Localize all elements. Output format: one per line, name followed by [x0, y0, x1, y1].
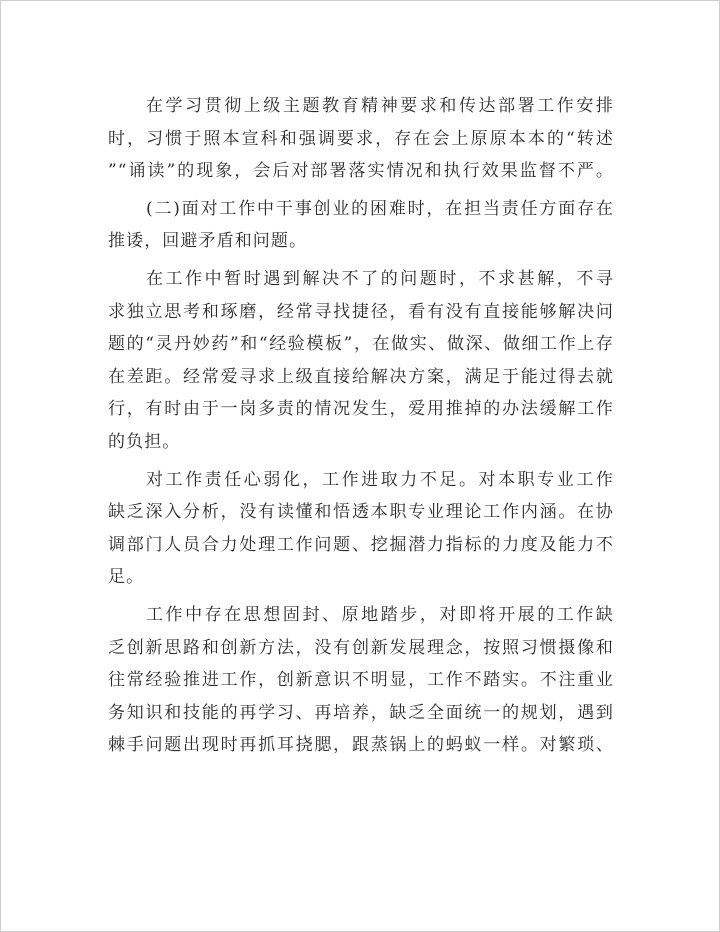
text-line: (二)面对工作中干事创业的困难时，在担当责任方面存在 — [146, 198, 614, 219]
text-line: 工作中存在思想固封、原地踏步，对即将开展的工作缺 — [146, 604, 614, 625]
text-line: 题的“灵丹妙药”和“经验模板”，在做实、做深、做细工作上存 — [108, 334, 614, 355]
text-line: 在工作中暂时遇到解决不了的问题时，不求甚解，不寻 — [146, 268, 614, 289]
text-line: 棘手问题出现时再抓耳挠腮，跟蒸锅上的蚂蚁一样。对繁琐、 — [108, 735, 614, 756]
text-line: 足。 — [108, 567, 145, 588]
paragraph — [108, 464, 614, 594]
text-line: 乏创新思路和创新方法，没有创新发展理念，按照习惯摄像和 — [108, 637, 614, 658]
text-line: 时，习惯于照本宣科和强调要求，存在会上原原本本的“转述 — [108, 128, 614, 149]
text-line: 求独立思考和琢磨，经常寻找捷径，看有没有直接能够解决问 — [108, 301, 614, 322]
text-line: 调部门人员合力处理工作问题、挖掘潜力指标的力度及能力不 — [108, 534, 614, 555]
paragraph — [108, 90, 614, 188]
text-line: ”“诵读”的现象，会后对部署落实情况和执行效果监督不严。 — [108, 161, 614, 182]
text-line: 在差距。经常爱寻求上级直接给解决方案，满足于能过得去就 — [108, 366, 614, 387]
text-line: 在学习贯彻上级主题教育精神要求和传达部署工作安排 — [146, 96, 614, 116]
text-line: 往常经验推进工作，创新意识不明显，工作不踏实。不注重业 — [108, 670, 614, 691]
text-line: 行，有时由于一岗多责的情况发生，爱用推掉的办法缓解工作 — [108, 399, 614, 420]
document-body — [108, 90, 614, 762]
paragraph — [108, 263, 614, 459]
text-line: 对工作责任心弱化，工作进取力不足。对本职专业工作 — [146, 469, 614, 490]
text-line: 推诿，回避矛盾和问题。 — [108, 231, 308, 252]
text-line: 务知识和技能的再学习、再培养，缺乏全面统一的规划，遇到 — [108, 702, 614, 723]
text-line: 的负担。 — [108, 431, 181, 452]
paragraph-heading — [108, 193, 614, 258]
text-line: 缺乏深入分析，没有读懂和悟透本职专业理论工作内涵。在协 — [108, 502, 614, 523]
paragraph — [108, 599, 614, 762]
